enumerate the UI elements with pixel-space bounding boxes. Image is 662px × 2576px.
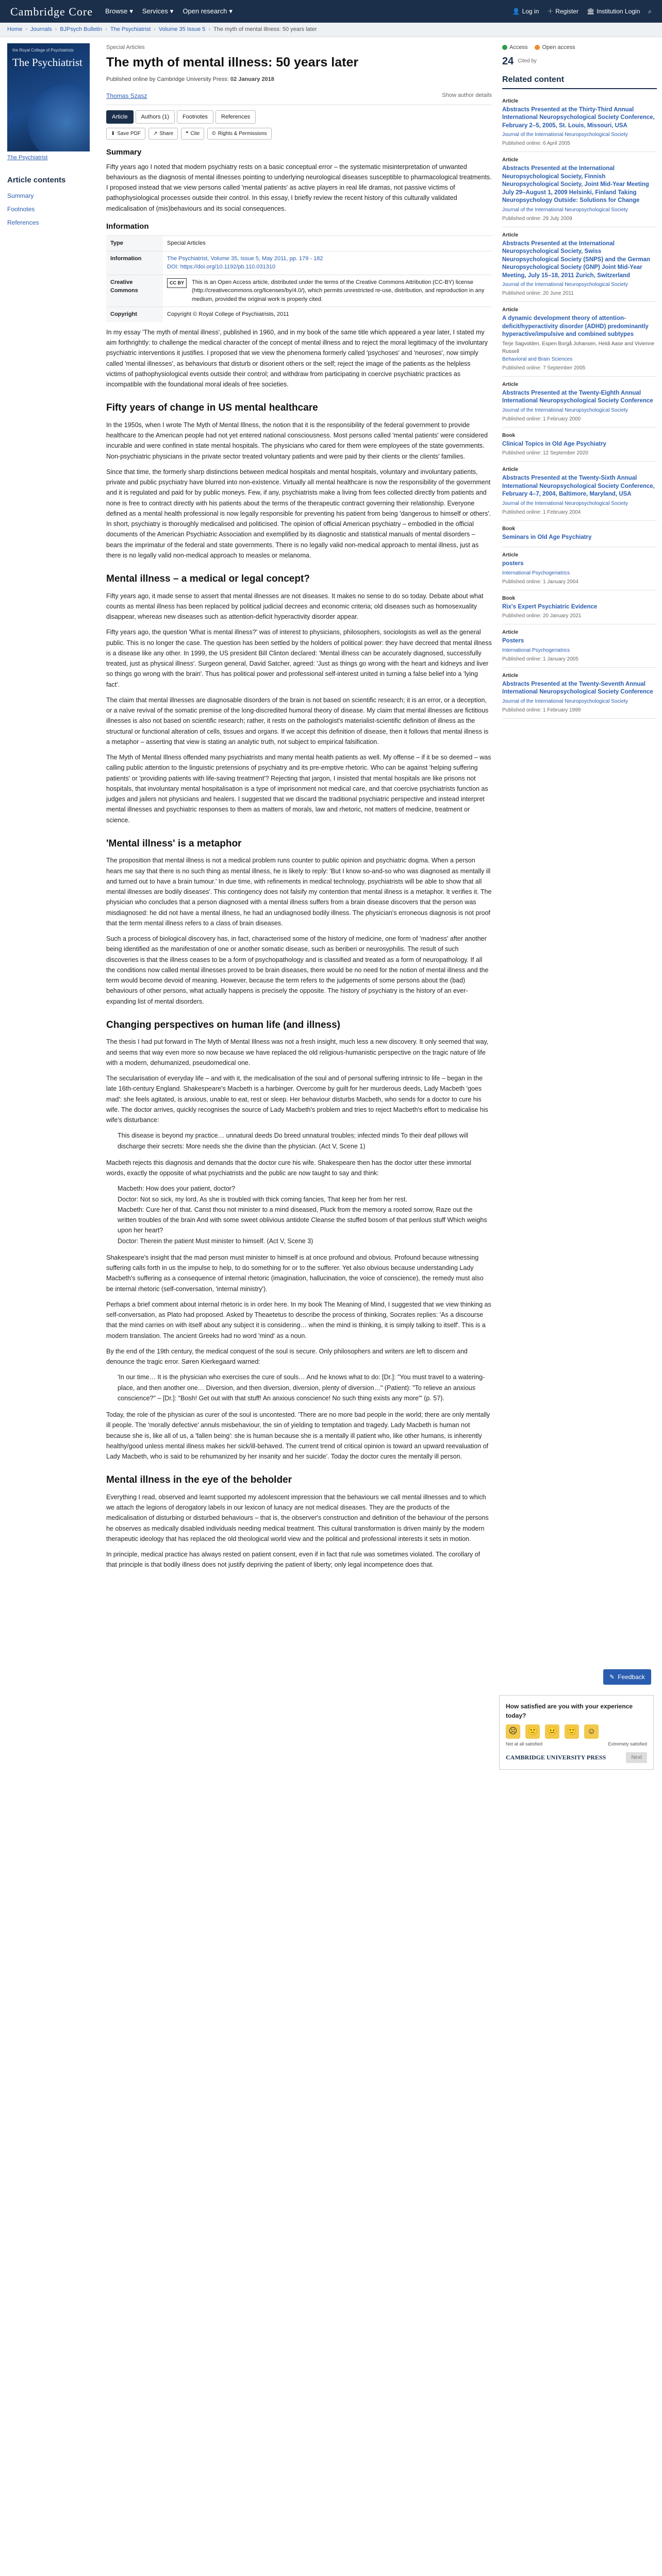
related-type: Article xyxy=(502,157,519,163)
body-paragraph: In principle, medical practice has always rested on patient consent, even if in fact that rule was sometimes violated. The corollary of that principle is that bodily illness does not justify depriving the patient of liberty; only legal incompetence does that. xyxy=(106,1551,481,1569)
related-content-list xyxy=(502,93,657,719)
cite-button[interactable] xyxy=(181,128,204,140)
feedback-button[interactable] xyxy=(603,1669,651,1685)
published-line xyxy=(106,75,492,84)
register-link[interactable] xyxy=(547,7,578,16)
search-button[interactable] xyxy=(648,7,652,16)
user-plus-icon: ＋ xyxy=(547,8,554,15)
published-date: 02 January 2018 xyxy=(230,76,274,82)
information-table xyxy=(106,235,492,322)
cited-by-metric[interactable] xyxy=(502,56,657,66)
breadcrumb xyxy=(0,23,662,37)
chevron-down-icon: ▾ xyxy=(170,7,174,15)
related-title-link[interactable]: Rix's Expert Psychiatric Evidence xyxy=(502,603,598,610)
related-item xyxy=(502,590,657,625)
body-paragraph: Fifty years ago, the question 'What is mental illness?' was of interest to physicians, philosophers, sociologists as well as the general public. This is no longer the case. The question has been settled by the holders of political power: they have decreed that mental illness is a disease like any other. In 1999, the US president Bill Clinton declared: 'Mental illness can be accurately diagnosed, successfully treated, just as physical illness'. Surgeon general, David Satcher, agreed: 'Just as things go wrong with the heart and kidneys and liver so things go wrong with the brain'. Thus has political power and professional self-interest united in turning a false belief into a 'lying fact'. xyxy=(106,629,492,688)
rights-label: Rights & Permissions xyxy=(218,131,267,137)
scale-low-label: Not at all satisfied xyxy=(506,1741,543,1747)
chevron-down-icon: ▾ xyxy=(129,7,133,15)
cover-artwork xyxy=(28,84,90,151)
related-item xyxy=(502,428,657,462)
related-type: Article xyxy=(502,552,519,558)
show-author-details[interactable]: Show author details xyxy=(442,92,492,98)
body-paragraph: Fifty years ago, it made sense to assert that mental illnesses are not diseases. It makes no sense to do so today. Debate about what counts as mental illness has been replaced by political judicial decrees and economic criteria; old diseases such as homosexuality disappear, whereas new diseases such as attention-deficit hyperactivity disorder appear. xyxy=(106,592,484,620)
breadcrumb-item[interactable]: Volume 35 Issue 5 xyxy=(158,26,206,33)
body-paragraph: Everything I read, observed and learnt supported my adolescent impression that the behaviours we call mental illnesses and to which we attach the legions of derogatory labels in our lexicon of lunacy are not medical diseases. They are the products of the medicalisation of disturbing or disturbed behaviours – that is, the observer's construction and definition of the behaviour of the persons he observes as medically disabled individuals needing medical treatment. This cultural transformation is driven mainly by the modern therapeutic ideology that has replaced the old theological world view and the political and professional interests it sets in motion. xyxy=(106,1493,489,1543)
doi-link[interactable]: DOI: https://doi.org/10.1192/pb.110.031310 xyxy=(167,264,275,270)
nav-services-label: Services xyxy=(142,7,168,15)
article-contents-heading: Article contents xyxy=(7,175,66,184)
related-title-link[interactable]: posters xyxy=(502,561,524,567)
survey-question: How satisfied are you with your experience today? xyxy=(506,1703,633,1719)
article-title: The myth of mental illness: 50 years later xyxy=(106,55,359,70)
rating-1-icon[interactable]: ☹ xyxy=(506,1724,520,1739)
related-title-link[interactable]: Abstracts Presented at the Twenty-Seventh Annual International Neuropsychological Society Conference xyxy=(502,681,653,696)
institution-login-link[interactable] xyxy=(587,7,640,16)
tab-article[interactable]: Article xyxy=(106,110,134,124)
breadcrumb-item[interactable]: The Psychiatrist xyxy=(110,26,151,33)
article-type: Special Articles xyxy=(106,44,145,50)
related-journal-link[interactable]: International Psychogeriatrics xyxy=(502,570,570,576)
satisfaction-survey xyxy=(499,1695,654,1770)
rating-faces xyxy=(506,1724,647,1739)
access-label: Access xyxy=(509,44,528,50)
feedback-label: Feedback xyxy=(618,1673,645,1681)
section-heading: Mental illness in the eye of the beholder xyxy=(106,1475,292,1486)
related-type: Article xyxy=(502,307,519,313)
block-quote xyxy=(118,1183,492,1246)
related-date: Published online: 1 January 2004 xyxy=(502,579,578,585)
contents-link-footnotes[interactable]: Footnotes xyxy=(7,206,35,213)
related-date: Published online: 1 February 2000 xyxy=(502,416,581,422)
related-type: Book xyxy=(502,595,515,601)
chevron-down-icon: ▾ xyxy=(229,7,233,15)
cup-logo: CAMBRIDGE UNIVERSITY PRESS xyxy=(506,1754,606,1761)
related-item xyxy=(502,547,657,590)
related-date: Published online: 7 September 2005 xyxy=(502,365,586,371)
contents-link-summary[interactable]: Summary xyxy=(7,192,34,199)
breadcrumb-item[interactable]: BJPsych Bulletin xyxy=(60,26,103,33)
institution-login-label: Institution Login xyxy=(597,8,640,15)
related-date: Published online: 20 January 2021 xyxy=(502,613,582,619)
cited-by-count: 24 xyxy=(502,55,514,67)
related-date: Published online: 29 July 2009 xyxy=(502,215,572,222)
nav-open-research[interactable] xyxy=(183,6,233,16)
rating-5-icon[interactable]: ☺ xyxy=(584,1724,599,1739)
related-title-link[interactable]: Clinical Topics in Old Age Psychiatry xyxy=(502,440,606,447)
related-item xyxy=(502,668,657,719)
body-paragraph: Perhaps a brief comment about internal rhetoric is in order here. In my book The Meaning of Mind, I suggested that we view thinking as self-conversation, as Plato had proposed. Asked by Theaetetus to describe the process of thinking, Socrates replies: 'As a discourse that the mind carries on with itself about any subject it is considering… when the mind is thinking, it is simply talking to itself'. This is a modern translation. The ancient Greeks had no word 'mind' as a noun. xyxy=(106,1300,491,1340)
share-button[interactable] xyxy=(148,128,178,140)
chat-icon: ✎ xyxy=(609,1673,615,1681)
login-link[interactable] xyxy=(512,7,539,16)
institution-icon: 🏛 xyxy=(586,8,595,15)
summary-text: Fifty years ago I noted that modern psychiatry rests on a basic conceptual error – the systematic misinterpretation of unwanted behaviours as the diagnosis of mental illnesses pointing to underlying neurological diseases susceptible to pharmacological treatments. I proposed instead that we view persons called 'mental patients' as active players in real life dramas, not passive victims of pathophysiological processes outside their control. In this essay, I briefly review the recent history of this culturally validated medicalisation of (mis)behaviours and its social consequences. xyxy=(106,163,492,212)
right-sidebar xyxy=(502,43,657,1575)
article-main xyxy=(100,43,502,1575)
tab-references[interactable]: References xyxy=(216,110,256,124)
quote-line: Macbeth: How does your patient, doctor? xyxy=(118,1185,235,1193)
related-item xyxy=(502,93,657,152)
section-heading: Fifty years of change in US mental healthcare xyxy=(106,402,318,414)
left-sidebar xyxy=(7,43,100,1575)
body-paragraph: Since that time, the formerly sharp distinctions between medical hospitals and mental hospitals, voluntary and involuntary patients, private and public psychiatry have blurred into non-existence. Virtually all mental healthcare is now the responsibility of the government and it is regulated and paid for by public moneys. Few, if any, psychiatrists make a living from fees collected directly from patients and none is free to contract directly with his patients about the terms of the therapeutic contract governing their relationship. Everyone defined as a mental health professional is now legally responsible for preventing his patient from being 'dangerous to himself or others'. In short, psychiatry is thoroughly medicalised and politicised. The opinion of official American psychiatry – embodied in the official documents of the American Psychiatric Association and exemplified by its diagnostic and statistical manuals of mental disorders – bears the imprimatur of the federal and state governments. There is no legally valid non-medical approach to mental illness, just as there is no legally valid non-medical approach to measles or melanoma. xyxy=(106,468,491,559)
cover-title: The Psychiatrist xyxy=(12,56,82,69)
survey-next-button[interactable]: Next xyxy=(626,1752,647,1763)
journal-link[interactable]: The Psychiatrist xyxy=(7,155,48,161)
section-heading: Mental illness – a medical or legal concept? xyxy=(106,573,310,584)
cover-subtitle: the Royal College of Psychiatrists xyxy=(12,48,74,53)
related-journal-link[interactable]: Journal of the International Neuropsychological Society xyxy=(502,132,628,138)
rights-button[interactable] xyxy=(207,128,271,140)
info-value: Special Articles xyxy=(163,236,492,251)
published-prefix: Published online by Cambridge University Press: xyxy=(106,76,229,82)
breadcrumb-separator: › xyxy=(25,26,28,33)
tab-footnotes[interactable]: Footnotes xyxy=(177,110,213,124)
related-journal-link[interactable]: International Psychogeriatrics xyxy=(502,647,570,653)
information-heading: Information xyxy=(106,222,149,231)
related-title-link[interactable]: Abstracts Presented at the International Neuropsychological Society, Swiss Neuropsychological Society (SNPS) and the German Neuropsychological Society (GNP) Joint Mid-Year Meeting, July 15–18, 2011 Zurich, Switzerland xyxy=(502,240,650,279)
related-date: Published online: 20 June 2011 xyxy=(502,291,574,297)
related-type: Article xyxy=(502,672,519,679)
related-content-heading: Related content xyxy=(502,74,657,89)
save-pdf-label: Save PDF xyxy=(117,131,141,137)
pdf-icon: ⬇ xyxy=(111,131,115,137)
related-authors: Terje Sagvolden, Espen Borgå Johansen, Heidi Aase and Vivienne Russell xyxy=(502,341,655,354)
share-icon: ↗ xyxy=(153,131,158,137)
open-lock-icon xyxy=(535,45,540,50)
author-link[interactable]: Thomas Szasz xyxy=(106,92,147,99)
related-title-link[interactable]: Abstracts Presented at the Twenty-Eighth Annual International Neuropsychological Society Conference xyxy=(502,389,653,404)
cite-label: Cite xyxy=(190,131,200,137)
related-title-link[interactable]: Abstracts Presented at the International Neuropsychological Society, Finnish Neuropsychological Society, Joint Mid-Year Meeting July 29–August 1, 2009 Helsinki, Finland Taking Neuropsychology Outside: Solutions for Change xyxy=(502,165,649,204)
related-journal-link[interactable]: Journal of the International Neuropsychological Society xyxy=(502,282,628,288)
site-logo[interactable]: Cambridge Core xyxy=(10,5,93,18)
body-paragraph: Shakespeare's insight that the mad person must minister to himself is at once profound and obvious. Profound because witnessing suffering calls forth in us the impulse to help, to do something for or to the sufferer. Yet also obvious because understanding Lady Macbeth's suffering as a consequence of internal rhetoric (imagination, hallucination, the voice of conscience), the remedy must also be internal rhetoric (self-conversation, 'internal ministry'). xyxy=(106,1253,484,1293)
quote-line: Doctor: Not so sick, my lord, As she is troubled with thick coming fancies, That keep her from her rest. xyxy=(118,1195,407,1203)
body-paragraph: Macbeth rejects this diagnosis and demands that the doctor cure his wife. Shakespeare then has the doctor utter these immortal words, exactly the opposite of what psychiatrists and the public are now taught to say and think: xyxy=(106,1159,472,1177)
body-paragraph: In my essay 'The myth of mental illness', published in 1960, and in my book of the same title which appeared a year later, I stated my aim forthrightly: to challenge the medical character of the concept of mental illness and to reject the moral legitimacy of the involuntary psychiatric interventions it justifies. I proposed that we view the phenomena formerly called 'psychoses' and 'neuroses', now simply called 'mental illnesses', as behaviours that disturb or disorient others or the self; reject the image of the patients as the helpless victims of pathophysiological events outside their control; and withdraw from participating in coercive psychiatric practices as incompatible with the foundational moral ideals of free societies. xyxy=(106,328,488,388)
related-title-link[interactable]: Abstracts Presented at the Thirty-Third Annual International Neuropsychological Society Conference, February 2–5, 2005, St. Louis, Missouri, USA xyxy=(502,106,655,129)
related-date: Published online: 1 February 1999 xyxy=(502,707,581,713)
rating-4-icon[interactable]: 🙂 xyxy=(565,1724,579,1739)
info-row-type xyxy=(106,236,492,251)
contents-link-references[interactable]: References xyxy=(7,219,39,226)
user-icon: 👤 xyxy=(512,8,520,15)
info-row-creative-commons xyxy=(106,275,492,307)
section-heading: Changing perspectives on human life (and illness) xyxy=(106,1019,340,1030)
rating-3-icon[interactable]: 😐 xyxy=(545,1724,559,1739)
info-row-information xyxy=(106,251,492,275)
related-type: Book xyxy=(502,526,515,532)
related-title-link[interactable]: Posters xyxy=(502,638,524,645)
related-item xyxy=(502,462,657,521)
related-type: Article xyxy=(502,232,519,238)
quote-icon: ❝ xyxy=(186,131,189,137)
nav-open-research-label: Open research xyxy=(183,7,227,15)
breadcrumb-separator: › xyxy=(154,26,156,33)
cc-license-text: This is an Open Access article, distributed under the terms of the Creative Commons Attribution (CC-BY) license (http://creativecommons.org/licenses/by/4.0/), which permits unrestricted re-use, distribution, and reproduction in any medium, provided the original work is properly cited. xyxy=(192,279,485,302)
tab-authors[interactable]: Authors (1) xyxy=(136,110,175,124)
breadcrumb-item[interactable]: Home xyxy=(7,26,23,33)
info-key: Type xyxy=(106,236,163,251)
breadcrumb-item[interactable]: Journals xyxy=(30,26,52,33)
block-quote: This disease is beyond my practice… unnatural deeds Do breed unnatural troubles; infected minds To their deaf pillows will discharge their secrets: More needs she the divine than the physician. (Act V, Scene 1) xyxy=(118,1132,468,1150)
body-paragraph: Such a process of biological discovery has, in fact, characterised some of the history of medicine, one form of 'madness' after another being identified as the manifestation of one or another somatic disease, such as beriberi or neurosyphilis. The result of such discoveries is that the illness ceases to be a form of psychopathology and is classified and treated as a form of neuropathology. If all the conditions now called mental illnesses proved to be brain diseases, there would be no need for the notion of mental illness and the term would become devoid of meaning. However, because the term refers to the judgements of some persons about the (bad) behaviours of other persons, what actually happens is precisely the opposite. The history of psychiatry is the history of an ever-expanding list of mental disorders. xyxy=(106,935,489,1005)
access-badges xyxy=(502,43,657,52)
body-paragraph: In the 1950s, when I wrote The Myth of Mental Illness, the notion that it is the responsibility of the federal government to provide healthcare to the American people had not yet entered national consciousness. Most persons called 'mental patients' were considered incurable and were confined in state mental hospitals. The physicians who cared for them were employees of the state governments. Non-psychiatric physicians in the private sector treated voluntary patients and were paid by their clients or the clients' families. xyxy=(106,421,488,460)
search-icon: ⌕ xyxy=(648,8,652,15)
copyright-icon: © xyxy=(212,131,216,137)
article-tabs xyxy=(106,110,492,124)
related-date: Published online: 6 April 2005 xyxy=(502,141,570,147)
breadcrumb-current: The myth of mental illness: 50 years later xyxy=(213,26,317,33)
related-item xyxy=(502,152,657,227)
summary-heading: Summary xyxy=(106,148,142,157)
breadcrumb-separator: › xyxy=(208,26,210,33)
block-quote: 'In our time… It is the physician who exercises the cure of souls… And he knows what to do: [Dr.]: "You must travel to a watering-place, and then another one… Diversion, and then diversion, diversion, plenty of diversion…" (Patient): "To relieve an anxious conscience?" – [Dr.]: "Bosh! Get out with that stuff! An anxious conscience! No such thing exists any more"' (p. 57). xyxy=(118,1374,485,1402)
info-row-copyright xyxy=(106,307,492,322)
top-nav xyxy=(0,0,662,23)
author-row xyxy=(106,91,492,105)
body-paragraph: By the end of the 19th century, the medical conquest of the soul is secure. Only philosophers and writers are left to discern and denounce the tragic error. Søren Kierkegaard warned: xyxy=(106,1347,468,1365)
related-item xyxy=(502,227,657,302)
nav-services[interactable] xyxy=(142,6,173,16)
cited-by-label: Cited by xyxy=(518,58,537,64)
related-type: Article xyxy=(502,381,519,387)
body-paragraph: The Myth of Mental Illness offended many psychiatrists and many mental health patients as well. My offense – if it be so deemed – was calling public attention to the linguistic pretensions of psychiatry and its pre-emptive rhetoric. Who can be against 'helping suffering patients' or 'providing patients with life-saving treatment'? Rejecting that jargon, I insisted that mental hospitals are like prisons not hospitals, that involuntary mental hospitalisation is a type of imprisonment not medical care, and that coercive psychiatrists function as judges and jailers not physicians and healers. I suggested that we discard the traditional psychiatric perspective and instead interpret mental illnesses and psychiatric responses to them as matters of morals, law and rhetoric, not matters of medicine, treatment or science. xyxy=(106,754,491,824)
related-type: Article xyxy=(502,98,519,104)
info-key: Creative Commons xyxy=(106,275,163,307)
info-key: Information xyxy=(106,251,163,275)
related-type: Article xyxy=(502,630,519,636)
register-label: Register xyxy=(555,8,578,15)
related-type: Book xyxy=(502,432,515,438)
nav-browse-label: Browse xyxy=(105,7,128,15)
body-paragraph: Today, the role of the physician as curer of the soul is uncontested. 'There are no more bad people in the world; there are only mentally ill people. The 'morally defective' annuls misbehaviour, the sin of yielding to temptation and tragedy. Lady Macbeth is human not because she is, like all of us, a 'fallen being': she is human because she is a mentally ill patient who, like other humans, is inherently healthy/good unless mental illness makes her sick/ill-behaved. The current trend of critical opinion is toward an upward reevaluation of Lady Macbeth, who is said to be rehumanized by her insanity and her suicide'. Today the doctor cures the mentally ill person. xyxy=(106,1411,490,1460)
share-label: Share xyxy=(159,131,174,137)
related-date: Published online: 12 September 2020 xyxy=(502,450,588,456)
related-type: Article xyxy=(502,467,519,473)
body-paragraph: The thesis I had put forward in The Myth of Mental Illness was not a fresh insight, much less a new discovery. It only seemed that way, and seems that way even more so now because we have replaced the old religious-humanistic perspective on the tragic nature of life with a modern, dehumanized, pseudomedical one. xyxy=(106,1038,489,1066)
journal-issue-link[interactable]: The Psychiatrist, Volume 35, Issue 5, May 2011, pp. 179 - 182 xyxy=(167,255,323,262)
article-actions xyxy=(106,128,492,140)
scale-high-label: Extremely satisfied xyxy=(608,1741,647,1747)
section-heading: 'Mental illness' is a metaphor xyxy=(106,838,242,849)
save-pdf-button[interactable] xyxy=(106,128,145,140)
related-date: Published online: 1 January 2005 xyxy=(502,656,578,662)
info-key: Copyright xyxy=(106,307,163,322)
related-item xyxy=(502,302,657,377)
info-value: Copyright © Royal College of Psychiatrists, 2011 xyxy=(163,307,492,322)
breadcrumb-separator: › xyxy=(105,26,107,33)
cc-license-icon: CC BY xyxy=(167,278,187,289)
body-paragraph: The claim that mental illnesses are diagnosable disorders of the brain is not based on scientific research; it is an error, or a deception, or a naïve revival of the somatic premise of the long-discredited humoral theory of disease. My claim that mental illnesses are fictitious illnesses is also not based on scientific research; rather, it rests on the pathologist's materialist-scientific definition of illness as the structural or functional alteration of cells, tissues and organs. If we accept this definition of disease, then it follows that mental illness is a metaphor – asserting that view is stating an analytic truth, not subject to empirical falsification. xyxy=(106,696,489,745)
related-title-link[interactable]: Seminars in Old Age Psychiatry xyxy=(502,534,592,540)
related-journal-link[interactable]: Journal of the International Neuropsychological Society xyxy=(502,207,628,213)
related-journal-link[interactable]: Journal of the International Neuropsychological Society xyxy=(502,407,628,413)
related-journal-link[interactable]: Journal of the International Neuropsychological Society xyxy=(502,500,628,506)
related-date: Published online: 1 February 2004 xyxy=(502,509,581,515)
body-paragraph: The secularisation of everyday life – and with it, the medicalisation of the soul and of personal suffering intrinsic to life – began in the late 16th-century England. Shakespeare's Macbeth is a harbinger. Overcome by guilt for her murderous deeds, Lady Macbeth 'goes mad': she feels agitated, is anxious, unable to eat, rest or sleep. Her behaviour disturbs Macbeth, who sends for a doctor to cure his wife. The doctor arrives, quickly recognises the source of Lady Macbeth's problem and tries to reject Macbeth's effort to medicalise his wife's disturbance: xyxy=(106,1075,488,1124)
open-access-label: Open access xyxy=(542,44,575,50)
related-item xyxy=(502,521,657,548)
article-contents-list xyxy=(7,189,100,229)
breadcrumb-separator: › xyxy=(55,26,57,33)
related-journal-link[interactable]: Behavioral and Brain Sciences xyxy=(502,356,573,362)
rating-scale xyxy=(506,1741,647,1748)
rating-2-icon[interactable]: 🙁 xyxy=(525,1724,540,1739)
access-badge xyxy=(502,43,527,52)
info-value xyxy=(163,251,492,275)
survey-footer xyxy=(506,1752,647,1763)
quote-line: Doctor: Therein the patient Must minister to himself. (Act V, Scene 3) xyxy=(118,1237,313,1245)
info-value xyxy=(163,275,492,307)
body-paragraph: The proposition that mental illness is not a medical problem runs counter to public opinion and psychiatric dogma. When a person hears me say that there is no such thing as mental illness, he is likely to reply: 'But I know so-and-so who was diagnosed as mentally ill and turned out to have a brain tumour.' In due time, with refinements in medical technology, psychiatrists will be able to show that all mental illnesses are bodily diseases'. This contingency does not falsify my contention that mental illness is a metaphor. It verifies it. The physician who concludes that a person diagnosed with a mental illness suffers from a brain disease discovers that the person was misdiagnosed: he did not have a mental illness, he had an undiagnosed bodily illness. The physician's erroneous diagnosis is not proof that the term mental illness refers to a class of brain diseases. xyxy=(106,857,492,927)
login-label: Log in xyxy=(522,8,539,15)
check-icon xyxy=(502,45,507,50)
journal-cover[interactable] xyxy=(7,43,90,151)
quote-line: Macbeth: Cure her of that. Canst thou not minister to a mind diseased, Pluck from the memory a rooted sorrow, Raze out the written troubles of the brain And with some sweet oblivious antidote Cleanse the stuffed bosom of that perilous stuff Which weighs upon her heart? xyxy=(118,1206,487,1234)
related-title-link[interactable]: Abstracts Presented at the Twenty-Sixth Annual International Neuropsychological Society Conference, February 4–7, 2004, Baltimore, Maryland, USA xyxy=(502,475,655,498)
related-title-link[interactable]: A dynamic development theory of attention-deficit/hyperactivity disorder (ADHD) predominantly hyperactive/impulsive and combined subtypes xyxy=(502,315,649,338)
open-access-badge xyxy=(535,43,575,52)
related-journal-link[interactable]: Journal of the International Neuropsychological Society xyxy=(502,698,628,704)
related-item xyxy=(502,624,657,668)
nav-browse[interactable] xyxy=(105,6,133,16)
related-item xyxy=(502,377,657,428)
